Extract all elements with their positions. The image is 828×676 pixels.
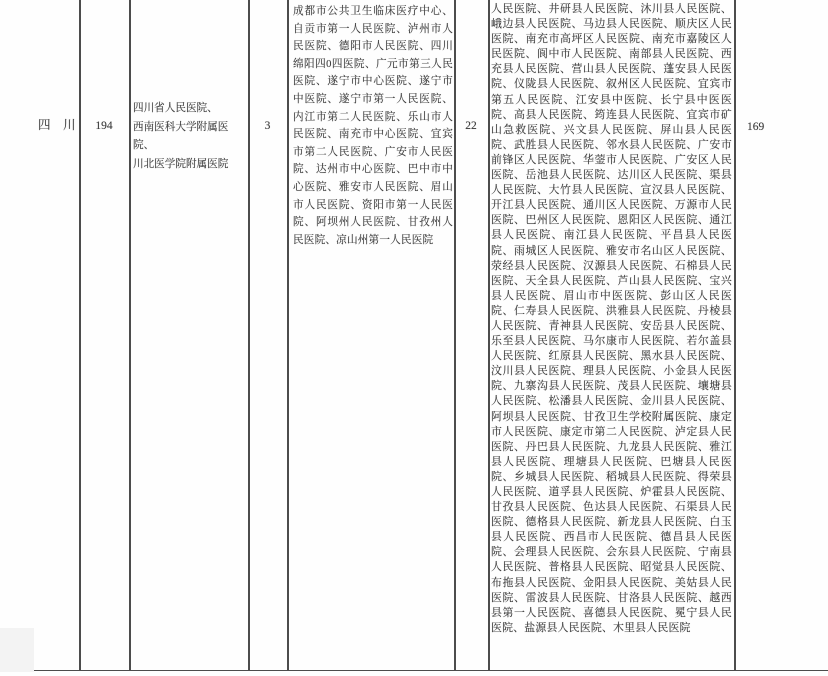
cell-city-hospital-count: 22 <box>465 120 477 132</box>
column-divider-2 <box>129 0 131 671</box>
column-divider-4 <box>287 0 289 671</box>
cell-province-name: 四 川 <box>38 118 76 132</box>
cell-total-hospital-count: 194 <box>95 120 113 132</box>
column-divider-3 <box>248 0 250 671</box>
cell-provincial-hospital-count: 3 <box>264 120 271 132</box>
column-divider-6 <box>488 0 490 671</box>
provincial-hospitals-line-1: 四川省人民医院、 <box>133 103 218 114</box>
cell-county-hospital-count: 169 <box>747 121 765 133</box>
column-divider-1 <box>79 0 81 671</box>
cell-county-hospitals: 人民医院、井研县人民医院、沐川县人民医院、峨边县人民医院、马边县人民医院、顺庆区人民医院、南充市高坪区人民医院、南充市嘉陵区人民医院、阆中市人民医院、南部县人民医院、西充县人民医院、营山县人民医院、蓬安县人民医院、仪陇县人民医院、叙州区人民医院、宜宾市第五人民医院、江安县中医院、长宁县中医医院、高县人民医院、筠连县人民医院、宜宾市矿山急救医院、兴文县人民医院、屏山县人民医院、武胜县人民医院、邻水县人民医院、广安市前锋区人民医院、华蓥市人民医院、广安区人民医院、岳池县人民医院、达川区人民医院、渠县人民医院、大竹县人民医院、宣汉县人民医院、开江县人民医院、通川区人民医院、万源市人民医院、巴州区人民医院、恩阳区人民医院、通江县人民医院、南江县人民医院、平昌县人民医院、雨城区人民医院、雅安市名山区人民医院、荥经县人民医院、汉源县人民医院、石棉县人民医院、天全县人民医院、芦山县人民医院、宝兴县人民医院、眉山市中医医院、彭山区人民医院、仁寿县人民医院、洪雅县人民医院、丹棱县人民医院、青神县人民医院、安岳县人民医院、乐至县人民医院、马尔康市人民医院、若尔盖县人民医院、红原县人民医院、黑水县人民医院、汶川县人民医院、理县人民医院、小金县人民医院、九寨沟县人民医院、茂县人民医院、壤塘县人民医院、松潘县人民医院、金川县人民医院、阿坝县人民医院、甘孜卫生学校附属医院、康定市人民医院、康定市第二人民医院、泸定县人民医院、丹巴县人民医院、九龙县人民医院、雅江县人民医院、理塘县人民医院、巴塘县人民医院、乡城县人民医院、稻城县人民医院、得荣县人民医院、道孚县人民医院、炉霍县人民医院、甘孜县人民医院、色达县人民医院、石渠县人民医院、德格县人民医院、新龙县人民医院、白玉县人民医院、西昌市人民医院、德昌县人民医院、会理县人民医院、会东县人民医院、宁南县人民医院、普格县人民医院、昭觉县人民医院、布拖县人民医院、金阳县人民医院、美姑县人民医院、雷波县人民医院、甘洛县人民医院、越西县第一人民医院、喜德县人民医院、冕宁县人民医院、盐源县人民医院、木里县人民医院 <box>491 3 732 634</box>
column-divider-5 <box>454 0 456 671</box>
cell-city-hospitals: 成都市公共卫生临床医疗中心、自贡市第一人民医院、泸州市人民医院、德阳市人民医院、四川绵阳四0四医院、广元市第三人民医院、遂宁市中心医院、遂宁市中医院、遂宁市第一人民医院、内江市第二人民医院、乐山市人民医院、南充市中心医院、宜宾市第二人民医院、广安市人民医院、达州市中心医院、巴中市中心医院、雅安市人民医院、眉山市人民医院、资阳市第一人民医院、阿坝州人民医院、甘孜州人民医院、凉山州第一人民医院 <box>293 6 453 246</box>
column-divider-7 <box>734 0 736 671</box>
provincial-hospitals-line-2: 西南医科大学附属医院、 <box>133 121 229 152</box>
provincial-hospitals-line-3: 川北医学院附属医院 <box>133 158 229 170</box>
scan-edge-smudge <box>0 628 34 672</box>
cell-provincial-hospitals <box>133 100 247 174</box>
row-bottom-border <box>33 670 828 672</box>
